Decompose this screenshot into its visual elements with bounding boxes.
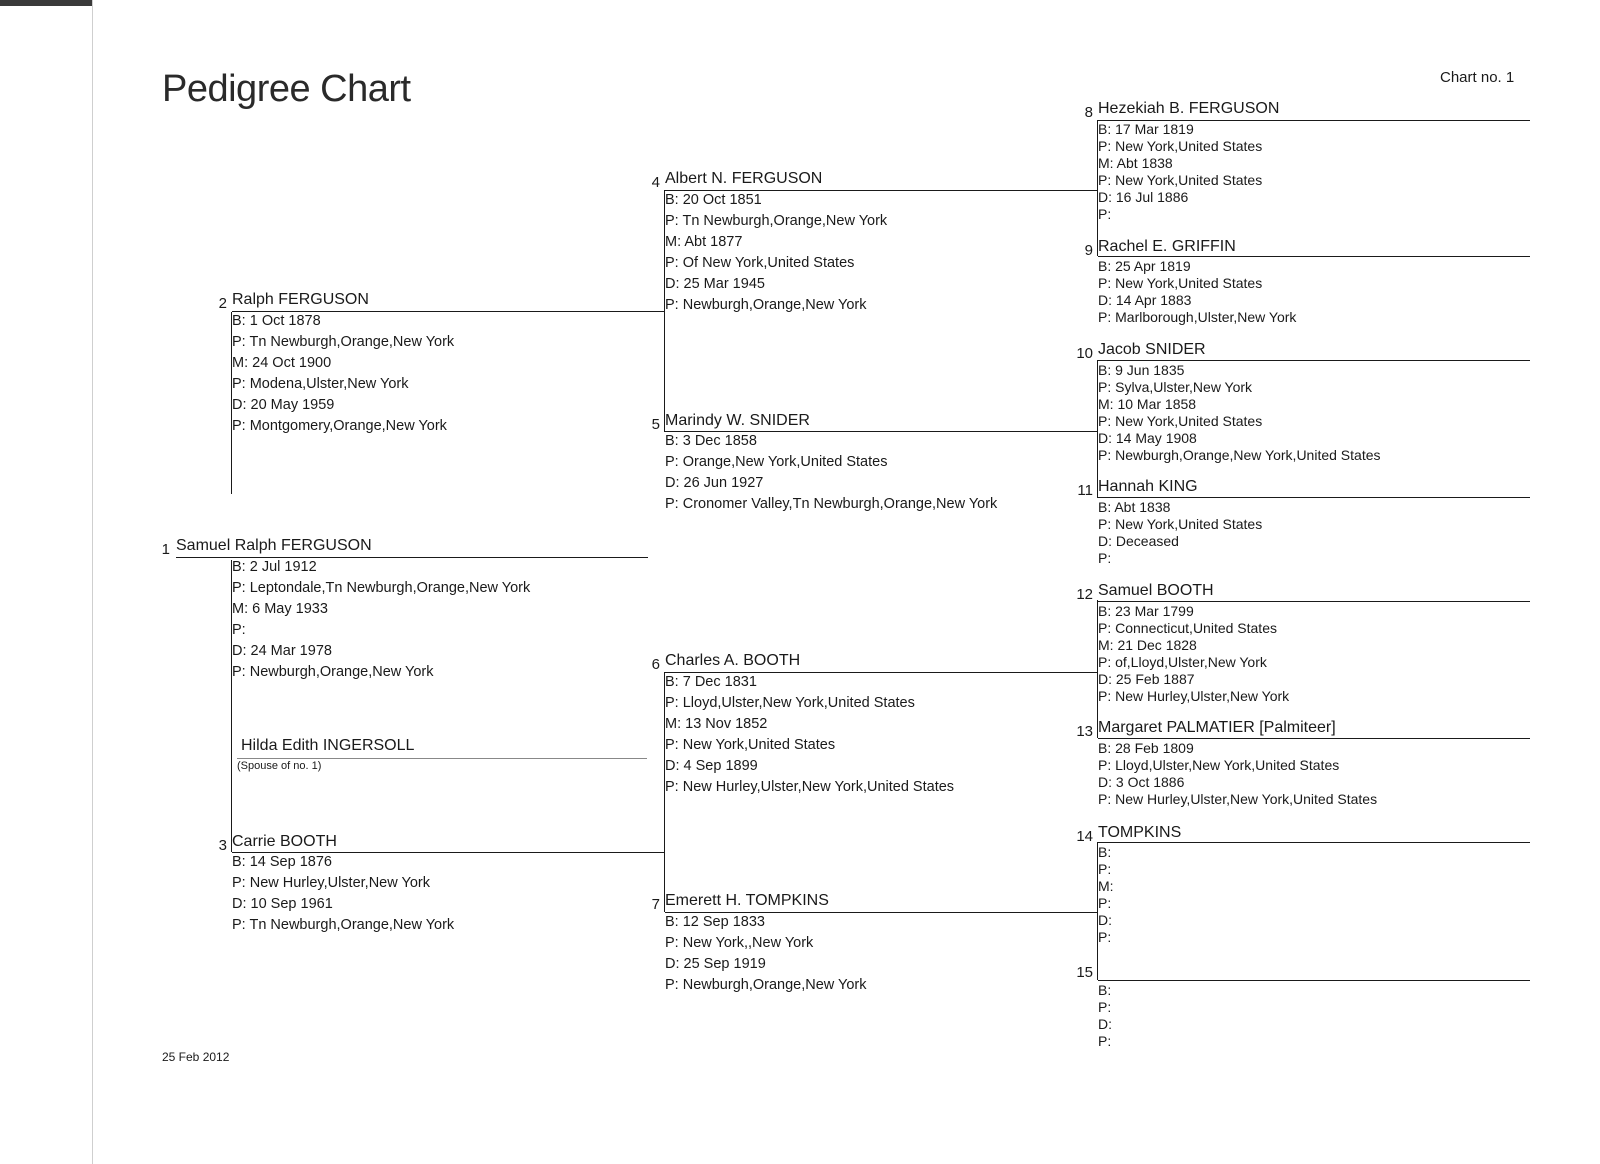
person-3-details xyxy=(232,852,454,936)
detail-line: P: Orange,New York,United States xyxy=(665,454,888,470)
detail-line: B: xyxy=(1098,982,1112,998)
detail-line: P: xyxy=(1098,861,1112,877)
detail-line: P: Newburgh,Orange,New York,United States xyxy=(1098,447,1381,463)
page-title: Pedigree Chart xyxy=(162,68,411,110)
detail-line: P: New York,United States xyxy=(1098,172,1263,188)
person-number: 8 xyxy=(1084,104,1093,121)
detail-line: D: 14 May 1908 xyxy=(1098,430,1197,446)
detail-line: P: New York,United States xyxy=(665,737,836,753)
detail-line: D: 20 May 1959 xyxy=(232,397,335,413)
spouse-underline xyxy=(237,758,647,759)
person-name: Hannah KING xyxy=(1098,478,1198,495)
spouse-name: Hilda Edith INGERSOLL xyxy=(241,737,415,754)
detail-line: M: 21 Dec 1828 xyxy=(1098,637,1197,653)
person-2-details xyxy=(232,311,454,437)
detail-line: P: New York,United States xyxy=(1098,516,1263,532)
person-number: 3 xyxy=(218,837,227,854)
detail-line: P: Of New York,United States xyxy=(665,255,855,271)
person-10-details xyxy=(1098,362,1381,464)
person-12-details xyxy=(1098,603,1289,705)
person-number: 9 xyxy=(1084,242,1093,259)
detail-line: M: Abt 1838 xyxy=(1098,155,1173,171)
detail-line: D: 25 Feb 1887 xyxy=(1098,671,1195,687)
detail-line: P: New Hurley,Ulster,New York,United States xyxy=(665,779,955,795)
person-13-details xyxy=(1098,740,1377,808)
detail-line: D: 24 Mar 1978 xyxy=(232,643,332,659)
detail-line: D: 4 Sep 1899 xyxy=(665,758,758,774)
detail-line: B: 12 Sep 1833 xyxy=(665,914,765,930)
detail-line: P: xyxy=(1098,999,1112,1015)
person-name: Marindy W. SNIDER xyxy=(665,412,810,429)
person-number: 7 xyxy=(651,896,660,913)
detail-line: P: Lloyd,Ulster,New York,United States xyxy=(665,695,915,711)
name-underline xyxy=(1098,360,1530,361)
detail-line: P: New York,United States xyxy=(1098,138,1263,154)
detail-line: P: Tn Newburgh,Orange,New York xyxy=(232,334,455,350)
detail-line: B: 3 Dec 1858 xyxy=(665,433,757,449)
person-name: Rachel E. GRIFFIN xyxy=(1098,238,1236,255)
detail-line: M: Abt 1877 xyxy=(665,234,743,250)
person-number: 6 xyxy=(651,656,660,673)
detail-line: P: Marlborough,Ulster,New York xyxy=(1098,309,1297,325)
person-14-details xyxy=(1098,844,1114,946)
person-name: Samuel Ralph FERGUSON xyxy=(176,537,372,554)
detail-line: P: New Hurley,Ulster,New York xyxy=(1098,688,1290,704)
detail-line: B: Abt 1838 xyxy=(1098,499,1171,515)
detail-line: P: Leptondale,Tn Newburgh,Orange,New York xyxy=(232,580,531,596)
print-date: 25 Feb 2012 xyxy=(162,1050,230,1064)
person-number: 5 xyxy=(651,416,660,433)
detail-line: B: 17 Mar 1819 xyxy=(1098,121,1194,137)
person-15-details xyxy=(1098,982,1112,1050)
person-number: 15 xyxy=(1076,964,1093,981)
person-number: 10 xyxy=(1076,345,1093,362)
detail-line: B: 14 Sep 1876 xyxy=(232,854,332,870)
person-name: Carrie BOOTH xyxy=(232,833,337,850)
detail-line: P: Modena,Ulster,New York xyxy=(232,376,409,392)
detail-line: P: New York,United States xyxy=(1098,275,1263,291)
detail-line: D: 25 Sep 1919 xyxy=(665,956,766,972)
spouse-note: (Spouse of no. 1) xyxy=(237,760,322,772)
person-name: TOMPKINS xyxy=(1098,824,1182,841)
name-underline xyxy=(1098,601,1530,602)
person-number: 14 xyxy=(1076,828,1093,845)
detail-line: P: Newburgh,Orange,New York xyxy=(665,297,867,313)
person-6-details xyxy=(665,672,954,798)
person-11-details xyxy=(1098,499,1262,567)
name-underline xyxy=(1098,497,1530,498)
person-number: 12 xyxy=(1076,586,1093,603)
detail-line: P: Sylva,Ulster,New York xyxy=(1098,379,1253,395)
detail-line: D: 10 Sep 1961 xyxy=(232,896,333,912)
page-edge xyxy=(92,0,93,1164)
person-name: Hezekiah B. FERGUSON xyxy=(1098,100,1280,117)
person-name: Samuel BOOTH xyxy=(1098,582,1214,599)
detail-line: B: 1 Oct 1878 xyxy=(232,313,321,329)
name-underline xyxy=(1098,738,1530,739)
detail-line: P: Connecticut,United States xyxy=(1098,620,1277,636)
detail-line: P: Newburgh,Orange,New York xyxy=(665,977,867,993)
person-number: 13 xyxy=(1076,723,1093,740)
detail-line: D: xyxy=(1098,1016,1112,1032)
detail-line: M: xyxy=(1098,878,1114,894)
detail-line: B: 25 Apr 1819 xyxy=(1098,258,1191,274)
detail-line: P: xyxy=(1098,206,1112,222)
detail-line: M: 13 Nov 1852 xyxy=(665,716,768,732)
detail-line: P: Tn Newburgh,Orange,New York xyxy=(232,917,455,933)
detail-line: D: 26 Jun 1927 xyxy=(665,475,764,491)
detail-line: P: xyxy=(1098,895,1112,911)
person-number: 11 xyxy=(1077,482,1093,499)
detail-line: P: Tn Newburgh,Orange,New York xyxy=(665,213,888,229)
detail-line: P: xyxy=(1098,1033,1112,1049)
person-number: 4 xyxy=(651,174,660,191)
person-name: Ralph FERGUSON xyxy=(232,291,369,308)
person-name: Charles A. BOOTH xyxy=(665,652,801,669)
person-4-details xyxy=(665,190,887,316)
detail-line: B: 28 Feb 1809 xyxy=(1098,740,1194,756)
detail-line: P: Cronomer Valley,Tn Newburgh,Orange,New York xyxy=(665,496,998,512)
name-underline xyxy=(1098,256,1530,257)
detail-line: M: 10 Mar 1858 xyxy=(1098,396,1197,412)
detail-line: B: 2 Jul 1912 xyxy=(232,559,317,575)
person-name: Margaret PALMATIER [Palmiteer] xyxy=(1098,719,1336,736)
person-1-details xyxy=(232,557,530,683)
detail-line: B: xyxy=(1098,844,1112,860)
detail-line: B: 23 Mar 1799 xyxy=(1098,603,1194,619)
person-name: Jacob SNIDER xyxy=(1098,341,1206,358)
person-number: 1 xyxy=(161,541,170,558)
name-underline xyxy=(1098,980,1530,981)
detail-line: M: 6 May 1933 xyxy=(232,601,328,617)
person-name: Albert N. FERGUSON xyxy=(665,170,823,187)
detail-line: B: 7 Dec 1831 xyxy=(665,674,757,690)
chart-number: Chart no. 1 xyxy=(1440,69,1515,86)
detail-line: P: Lloyd,Ulster,New York,United States xyxy=(1098,757,1340,773)
detail-line: P: New Hurley,Ulster,New York xyxy=(232,875,430,891)
person-name: Emerett H. TOMPKINS xyxy=(665,892,829,909)
detail-line: D: 25 Mar 1945 xyxy=(665,276,765,292)
detail-line: P: New York,,New York xyxy=(665,935,814,951)
detail-line: D: 3 Oct 1886 xyxy=(1098,774,1185,790)
person-number: 2 xyxy=(218,295,227,312)
detail-line: P: Montgomery,Orange,New York xyxy=(232,418,447,434)
person-9-details xyxy=(1098,258,1296,326)
scan-corner-mark xyxy=(0,0,92,6)
person-5-details xyxy=(665,431,997,515)
detail-line: D: xyxy=(1098,912,1112,928)
detail-line: P: Newburgh,Orange,New York xyxy=(232,664,434,680)
detail-line: D: 14 Apr 1883 xyxy=(1098,292,1192,308)
detail-line: P: xyxy=(1098,929,1112,945)
person-8-details xyxy=(1098,121,1262,223)
detail-line: P: New Hurley,Ulster,New York,United States xyxy=(1098,791,1378,807)
detail-line: P: of,Lloyd,Ulster,New York xyxy=(1098,654,1267,670)
name-underline xyxy=(1098,842,1530,843)
detail-line: B: 20 Oct 1851 xyxy=(665,192,762,208)
detail-line: B: 9 Jun 1835 xyxy=(1098,362,1185,378)
detail-line: P: xyxy=(1098,550,1112,566)
person-7-details xyxy=(665,912,867,996)
detail-line: M: 24 Oct 1900 xyxy=(232,355,332,371)
detail-line: P: New York,United States xyxy=(1098,413,1263,429)
detail-line: D: 16 Jul 1886 xyxy=(1098,189,1189,205)
detail-line: P: xyxy=(232,622,246,638)
detail-line: D: Deceased xyxy=(1098,533,1179,549)
